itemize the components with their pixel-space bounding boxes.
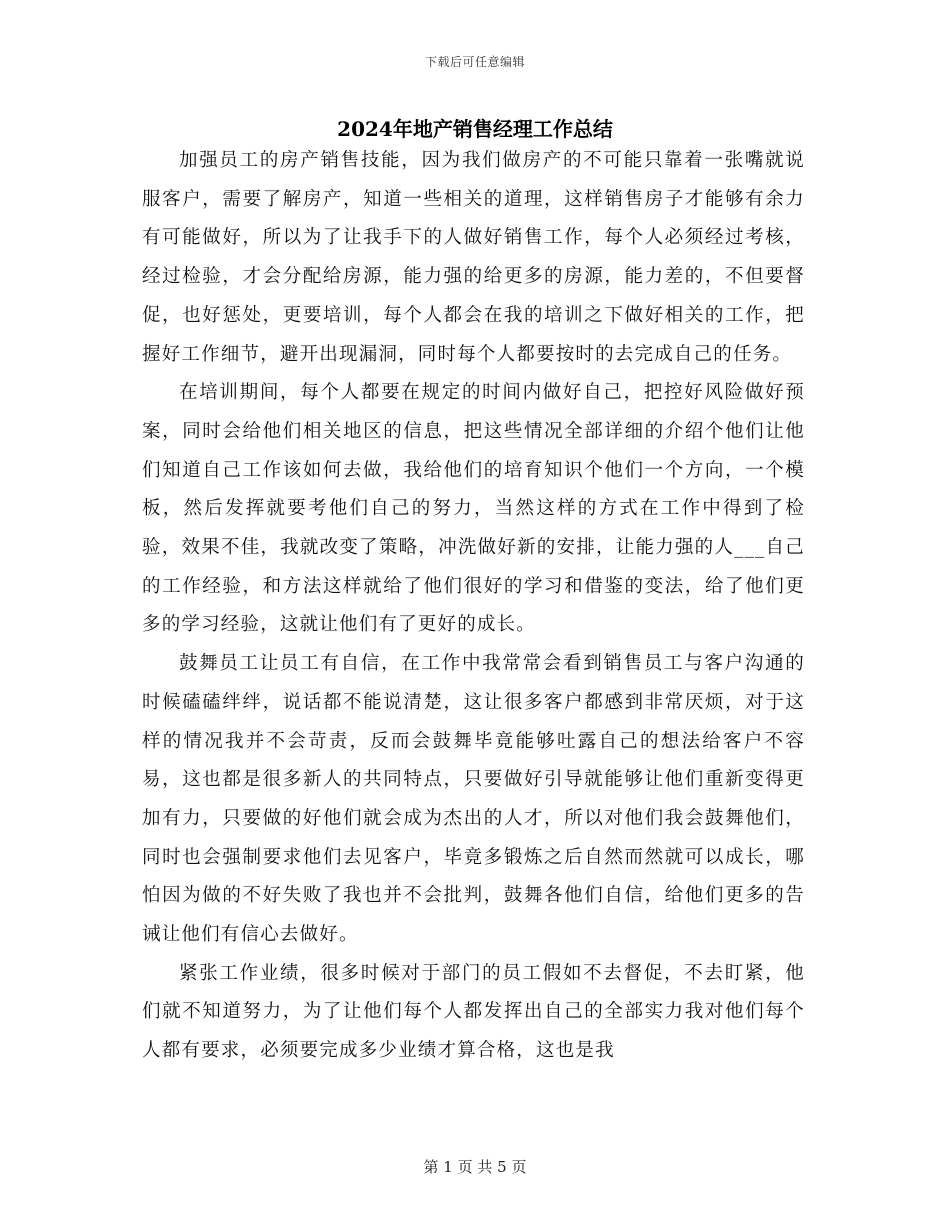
document-body xyxy=(142,142,805,1071)
header-note: 下载后可任意编辑 xyxy=(424,55,525,69)
body-paragraph-4: 紧张工作业绩，很多时候对于部门的员工假如不去督促，不去盯紧，他们就不知道努力，为了让他们每个人都发挥出自己的全部实力我对他们每个人都有要求，必须要完成多少业绩才算合格，这也是我 xyxy=(142,962,805,1062)
body-paragraph-3: 鼓舞员工让员工有自信，在工作中我常常会看到销售员工与客户沟通的时候磕磕绊绊，说话都不能说清楚，这让很多客户都感到非常厌烦，对于这样的情况我并不会苛责，反而会鼓舞毕竟能够吐露自己的想法给客户不容易，这也都是很多新人的共同特点，只要做好引导就能够让他们重新变得更加有力，只要做的好他们就会成为杰出的人才，所以对他们我会鼓舞他们，同时也会强制要求他们去见客户，毕竟多锻炼之后自然而然就可以成长，哪怕因为做的不好失败了我也并不会批判，鼓舞各他们自信，给他们更多的告诫让他们有信心去做好。 xyxy=(142,653,805,946)
page-number: 第 1 页 共 5 页 xyxy=(423,1158,527,1176)
document-title: 2024年地产销售经理工作总结 xyxy=(337,117,613,141)
body-paragraph-2: 在培训期间，每个人都要在规定的时间内做好自己，把控好风险做好预案，同时会给他们相关地区的信息，把这些情况全部详细的介绍个他们让他们知道自己工作该如何去做，我给他们的培育知识个他们一个方向，一个模板，然后发挥就要考他们自己的努力，当然这样的方式在工作中得到了检验，效果不佳，我就改变了策略，冲洗做好新的安排，让能力强的人___自己的工作经验，和方法这样就给了他们很好的学习和借鉴的变法，给了他们更多的学习经验，这就让他们有了更好的成长。 xyxy=(142,382,805,636)
body-paragraph-1: 加强员工的房产销售技能，因为我们做房产的不可能只靠着一张嘴就说服客户，需要了解房产，知道一些相关的道理，这样销售房子才能够有余力有可能做好，所以为了让我手下的人做好销售工作，每个人必须经过考核，经过检验，才会分配给房源，能力强的给更多的房源，能力差的，不但要督促，也好惩处，更要培训，每个人都会在我的培训之下做好相关的工作，把握好工作细节，避开出现漏洞，同时每个人都要按时的去完成自己的任务。 xyxy=(142,150,805,365)
